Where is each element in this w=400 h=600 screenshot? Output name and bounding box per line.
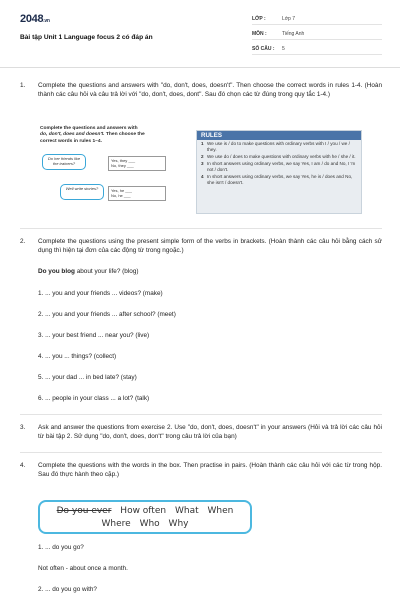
exercise-item: 1. ... do you go? [38,544,84,551]
word-option: Where [101,519,131,529]
answer-line: No, he ___ [111,193,131,199]
meta-row-subject [252,29,382,40]
figure-instruction-text: Then choose the [104,132,145,138]
figure-instruction-italic: do, don't, does and doesn't. [40,132,105,138]
rule-text: In short answers using ordinary verbs, we say Yes, he is / does and No, she isn't / doesn't. [207,173,353,185]
exercise-item: 2. ... you and your friends ... after school? (meet) [38,311,176,318]
rule-number: 1 [201,141,204,146]
document-title: Bài tập Unit 1 Language focus 2 có đáp án [20,34,153,41]
exercise-1 [20,82,382,99]
rule-item [201,141,357,153]
exercise-item: 3. ... your best friend ... near you? (live) [38,332,150,339]
document-header [0,0,400,68]
exercise-instruction: Complete the questions and answers with "do, don't, does, doesn't". Then choose the correct words in rules 1-4. (Hoàn thành các câu hỏi và câu trả lời với "do, don't, does, dont". Sau đó chọn các từ đúng trong quy tắc 1-4.) [38,82,382,98]
word-used: Do you ever [56,506,112,516]
figure-instruction-line: correct words in rules 1–4. [40,138,102,144]
answer-box-1 [108,156,166,171]
meta-value: 5 [282,46,285,53]
word-option: Why [168,519,189,529]
exercise-item: 1. ... you and your friends ... videos? (make) [38,290,163,297]
figure-instruction [40,126,190,145]
word-box-row [40,518,250,531]
exercise-answer: Not often - about once a month. [38,565,128,572]
meta-label: SỐ CÂU : [252,46,275,53]
rule-number: 4 [201,173,204,179]
meta-value: Lớp 7 [282,16,296,23]
exercise-number: 2. [20,238,26,245]
exercise-number: 1. [20,82,26,89]
meta-row-count [252,44,382,55]
answer-box-2 [108,186,166,201]
rule-text: We use do / does to make questions with ordinary verbs with he / she / it. [207,153,356,159]
logo-main: 2048 [20,13,44,25]
speech-bubble-question-1: Do her friends like the trainers? [42,154,86,170]
answer-line: No, they ___ [111,163,134,169]
word-option: When [207,506,234,516]
word-option: Who [139,519,160,529]
exercise-4 [20,462,382,479]
exercise-item: 5. ... your dad ... in bed late? (stay) [38,374,137,381]
example-line [38,268,139,277]
rule-number: 2 [201,153,204,159]
rule-item [201,154,357,160]
rule-number: 3 [201,160,204,166]
word-option: What [174,506,199,516]
section-divider [20,452,382,453]
word-option: How often [120,506,167,516]
meta-value: Tiếng Anh [282,31,305,38]
example-answer: Do you blog [38,268,75,275]
meta-label: MÔN : [252,31,267,38]
rule-item [201,161,357,173]
rule-item [201,174,357,186]
section-divider [20,414,382,415]
example-rest: about your life? (blog) [74,268,139,275]
exercise-number: 4. [20,462,26,469]
exercise-number: 3. [20,424,26,431]
word-box-row [40,505,250,518]
figure-instruction-line: Complete the questions and answers with [40,126,138,131]
site-logo[interactable] [20,12,50,27]
rule-text: We use is / do to make questions with ordinary verbs with I / you / we / they. [207,141,350,152]
section-divider [20,228,382,229]
rules-box [196,130,362,214]
answer-line: Yes, they ___ [111,158,136,163]
exercise-item: 4. ... you ... things? (collect) [38,353,117,360]
meta-label: LỚP : [252,16,266,23]
meta-row-class [252,14,382,25]
rule-text: In short answers using ordinary verbs, we say Yes, I am / do and No, I 'm not / don't. [207,160,356,172]
exercise-instruction: Complete the questions using the present simple form of the verbs in brackets. (Hoàn thành các câu hỏi bằng cách sử dụng thì hiện tại đơn của các động từ trong ngoặc.) [38,238,382,254]
rules-title: RULES [197,131,361,140]
rules-list [197,140,361,188]
exercise-item: 6. ... people in your class ... a lot? (talk) [38,395,150,402]
exercise-instruction: Complete the questions with the words in the box. Then practise in pairs. (Hoàn thành các câu hỏi với các từ trong hộp. Sau đó thực hành theo cặp.) [38,462,382,478]
document-meta [252,14,382,59]
speech-bubble-question-2: Well write stories? [60,184,104,200]
exercise-3 [20,424,382,441]
exercise-item: 2. ... do you go with? [38,586,97,593]
exercise-2 [20,238,382,255]
word-box [38,500,252,534]
exercise-1-figure [40,126,362,218]
logo-sub: .vn [43,18,50,24]
answer-line: Yes, he ___ [111,188,132,193]
exercise-instruction: Ask and answer the questions from exercise 2. Use "do, don't, does, doesn't" in your answers (Hỏi và trả lời các câu hỏi từ bài tập 2. Sử dụng "do, don't, does, don't" trong câu trả lời của bạn) [38,424,382,440]
